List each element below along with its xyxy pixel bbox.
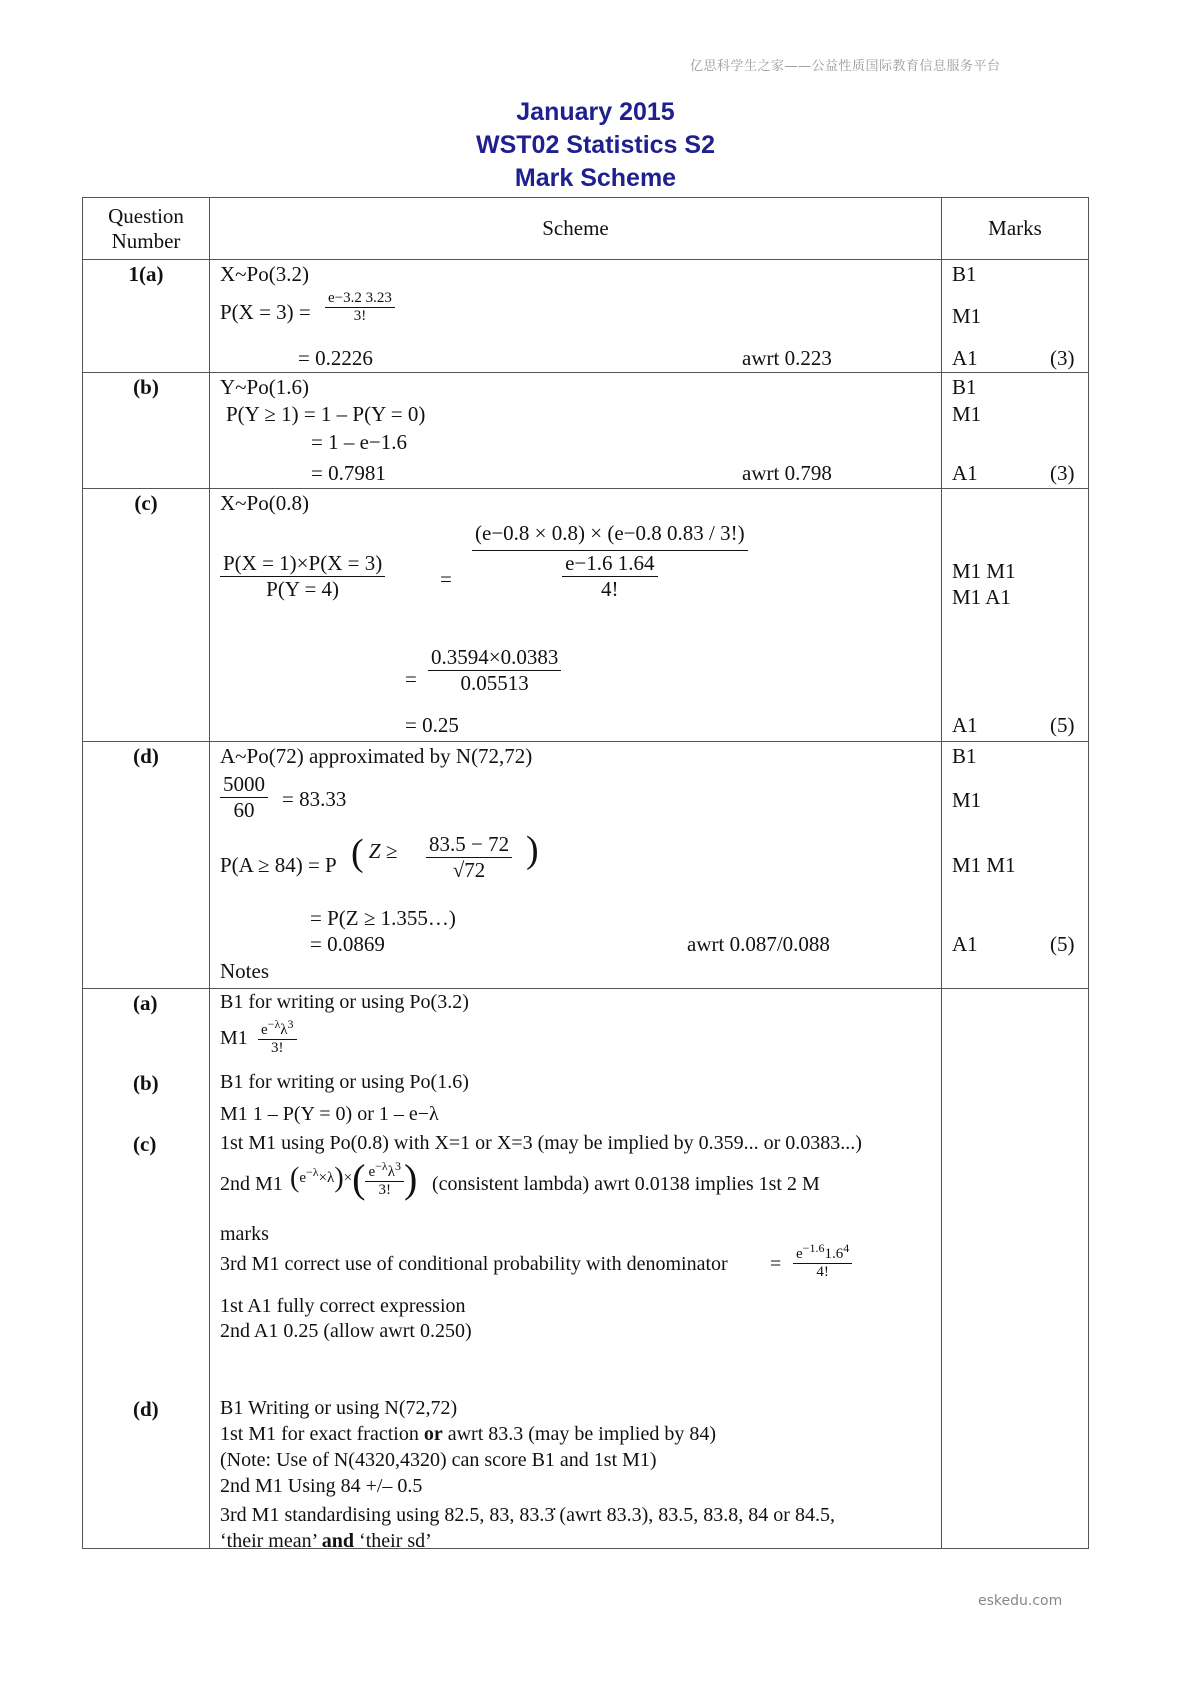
awrt-note: awrt 0.798 <box>742 461 832 485</box>
marks-cell <box>942 373 1089 489</box>
fraction-denominator: 0.05513 <box>460 671 529 695</box>
scheme-header: Scheme <box>210 198 942 260</box>
marks-cell <box>942 742 1089 989</box>
note-label: (b) <box>133 1071 159 1095</box>
question-number-header: Question Number <box>83 198 210 260</box>
fraction-numerator: e−1.6 1.64 <box>562 551 657 577</box>
fraction-denominator: 3! <box>353 308 367 324</box>
question-label: 1(a) <box>83 260 210 373</box>
marks-cell <box>942 489 1089 742</box>
fraction-numerator: e−3.2 3.23 <box>325 290 395 308</box>
scheme-line: = P(Z ≥ 1.355…) <box>310 906 456 930</box>
footer-url: eskedu.com <box>978 1593 1063 1609</box>
z-label: ( Z ≥ <box>351 832 398 874</box>
scheme-line: P(Y ≥ 1) = 1 – P(Y = 0) <box>226 402 426 426</box>
mark: M1 M1 <box>952 853 1016 877</box>
note-line: 2nd A1 0.25 (allow awrt 0.250) <box>220 1320 472 1342</box>
note-line: (Note: Use of N(4320,4320) can score B1 and 1st M1) <box>220 1449 657 1471</box>
note-line: 1st M1 for exact fraction or awrt 83.3 (may be implied by 84) <box>220 1423 716 1445</box>
fraction-numerator: $e^{-1.6}1.6^4$ <box>793 1241 852 1264</box>
nested-fraction <box>562 551 657 602</box>
mark: M1 M1 <box>952 559 1016 583</box>
scheme-cell <box>210 742 942 989</box>
note-label: (d) <box>133 1397 159 1421</box>
mark-total: (3) <box>1050 346 1075 370</box>
note-line: 1st A1 fully correct expression <box>220 1295 466 1317</box>
row-notes <box>83 989 1089 1549</box>
notes-heading: Notes <box>220 959 269 983</box>
fraction-denominator: 4! <box>601 577 619 601</box>
title-line-1: January 2015 <box>516 98 675 126</box>
mark: A1 <box>952 346 978 370</box>
question-label: (d) <box>83 742 210 989</box>
row-1b <box>83 373 1089 489</box>
mark: M1 A1 <box>952 585 1011 609</box>
note-line: ‘their mean’ and ‘their sd’ <box>220 1530 432 1552</box>
header-row <box>83 198 1089 260</box>
scheme-line: = 83.33 <box>282 787 347 811</box>
row-1d <box>83 742 1089 989</box>
fraction-denominator: 3! <box>271 1040 284 1056</box>
awrt-note: awrt 0.223 <box>742 346 832 370</box>
mark: M1 <box>952 788 982 812</box>
document-title <box>0 96 1191 195</box>
scheme-cell <box>210 489 942 742</box>
marks-cell <box>942 260 1089 373</box>
fraction <box>220 772 268 823</box>
scheme-line: A~Po(72) approximated by N(72,72) <box>220 744 533 768</box>
scheme-line: X~Po(3.2) <box>220 262 309 286</box>
note-line: B1 for writing or using Po(1.6) <box>220 1071 469 1093</box>
mark: M1 <box>952 304 982 328</box>
fraction-numerator: (e−0.8 × 0.8) × (e−0.8 0.83 / 3!) <box>472 517 748 551</box>
note-line: 3rd M1 standardising using 82.5, 83, 83.3̇ (awrt 83.3), 83.5, 83.8, 84 or 84.5, <box>220 1504 835 1526</box>
scheme-line: = 1 – e−1.6 <box>311 430 408 454</box>
fraction <box>472 517 748 602</box>
fraction-numerator: $e^{-\lambda}\lambda^3$ <box>258 1017 297 1040</box>
equals-sign: = <box>405 667 417 691</box>
notes-marks-cell <box>942 989 1089 1549</box>
watermark: 亿思科学生之家——公益性质国际教育信息服务平台 <box>690 59 1001 74</box>
note-line: (consistent lambda) awrt 0.0138 implies 1st 2 M <box>432 1173 820 1195</box>
fraction <box>426 832 512 883</box>
fraction-denominator: P(Y = 4) <box>266 577 340 601</box>
marks-header: Marks <box>942 198 1089 260</box>
fraction-denominator: 60 <box>233 798 255 822</box>
fraction <box>428 645 561 696</box>
scheme-cell <box>210 373 942 489</box>
fraction-numerator: 0.3594×0.0383 <box>428 645 561 671</box>
scheme-line: = 0.2226 <box>298 346 373 370</box>
fraction-numerator: P(X = 1)×P(X = 3) <box>220 551 385 577</box>
fraction-denominator: 4! <box>816 1264 829 1280</box>
note-line: B1 for writing or using Po(3.2) <box>220 991 469 1013</box>
fraction-numerator: 5000 <box>220 772 268 798</box>
scheme-line: = 0.0869 <box>310 932 385 956</box>
scheme-line: X~Po(0.8) <box>220 491 309 515</box>
mark: B1 <box>952 262 977 286</box>
note-line: marks <box>220 1223 269 1245</box>
row-1a <box>83 260 1089 373</box>
lambda-expression: $(e^{-\lambda}\times\lambda)\times$( $\frac{e^{-\lambda}\lambda^3}{3!}$ ) <box>290 1156 418 1201</box>
mark: B1 <box>952 375 977 399</box>
row-1c <box>83 489 1089 742</box>
paren: ) <box>526 829 539 871</box>
notes-labels <box>83 989 210 1549</box>
note-line: 3rd M1 correct use of conditional probability with denominator <box>220 1253 728 1275</box>
mark-scheme-table <box>82 197 1089 1552</box>
mark-total: (3) <box>1050 461 1075 485</box>
equals-sign: = <box>770 1253 782 1275</box>
scheme-line: P(X = 3) = <box>220 300 311 324</box>
fraction-denominator <box>472 551 748 602</box>
mark-total: (5) <box>1050 932 1075 956</box>
mark: A1 <box>952 932 978 956</box>
title-line-2: WST02 Statistics S2 <box>476 131 715 159</box>
mark: B1 <box>952 744 977 768</box>
title-line-3: Mark Scheme <box>514 164 677 192</box>
question-label: (c) <box>83 489 210 742</box>
fraction <box>793 1241 852 1281</box>
equals-sign: = <box>440 567 452 591</box>
note-line: M1 <box>220 1027 248 1049</box>
notes-cell <box>210 989 942 1552</box>
question-label: (b) <box>83 373 210 489</box>
note-line: B1 Writing or using N(72,72) <box>220 1397 458 1419</box>
mark: A1 <box>952 713 978 737</box>
fraction <box>258 1017 297 1057</box>
fraction-denominator: √72 <box>452 858 486 882</box>
scheme-line: = 0.7981 <box>311 461 386 485</box>
mark: A1 <box>952 461 978 485</box>
fraction-numerator: 83.5 − 72 <box>426 832 512 858</box>
mark-total: (5) <box>1050 713 1075 737</box>
fraction <box>220 551 385 602</box>
scheme-cell <box>210 260 942 373</box>
note-line: M1 1 – P(Y = 0) or 1 – e−λ <box>220 1103 439 1125</box>
awrt-note: awrt 0.087/0.088 <box>687 932 830 956</box>
note-line: 2nd M1 Using 84 +/– 0.5 <box>220 1475 423 1497</box>
scheme-line: Y~Po(1.6) <box>220 375 309 399</box>
note-label: (c) <box>133 1132 157 1156</box>
scheme-line: = 0.25 <box>405 713 459 737</box>
note-label: (a) <box>133 991 158 1015</box>
fraction <box>325 290 395 325</box>
note-line: 2nd M1 <box>220 1173 283 1195</box>
scheme-line: P(A ≥ 84) = P <box>220 853 337 877</box>
note-line: 1st M1 using Po(0.8) with X=1 or X=3 (may be implied by 0.359... or 0.0383...) <box>220 1132 862 1154</box>
mark: M1 <box>952 402 982 426</box>
